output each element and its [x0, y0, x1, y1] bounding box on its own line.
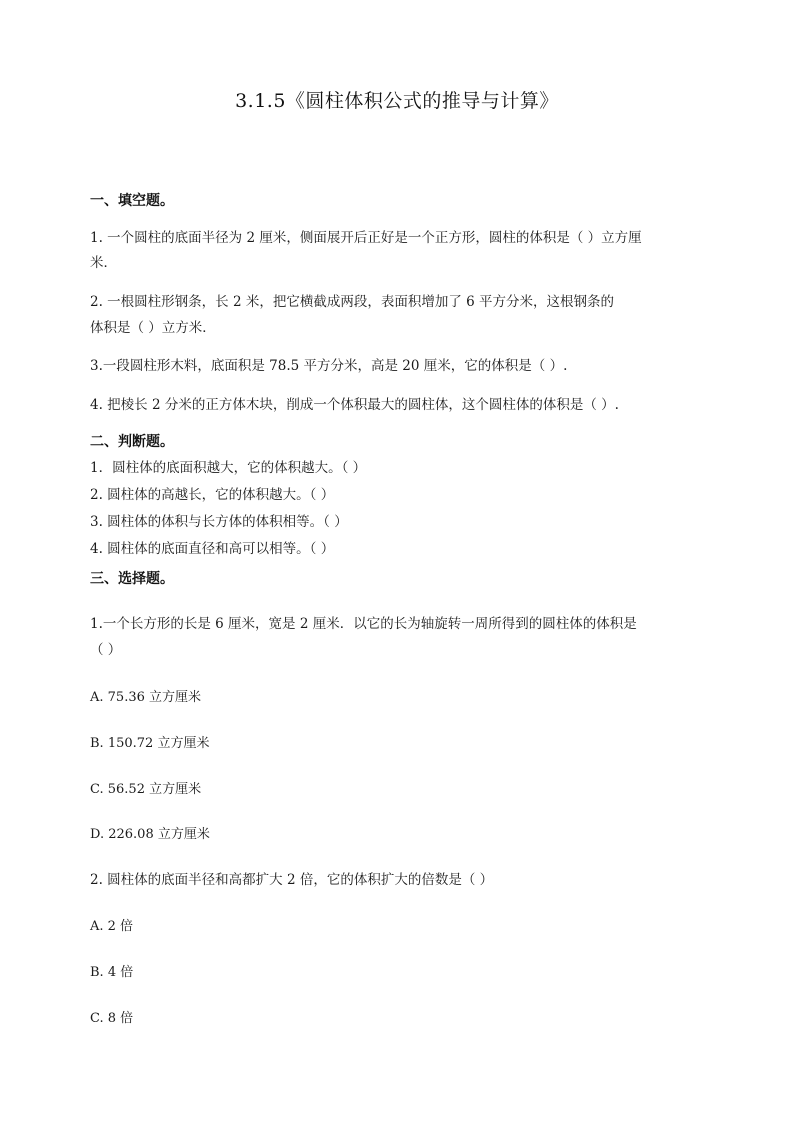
fill-blank-q3: 3.一段圆柱形木料，底面积是 78.5 平方分米，高是 20 厘米，它的体积是（ ）. — [90, 358, 568, 374]
judge-q4: 4. 圆柱体的底面直径和高可以相等。（ ） — [90, 541, 335, 557]
choice-q2-option-c: C. 8 倍 — [90, 1011, 134, 1026]
choice-q1-option-b: B. 150.72 立方厘米 — [90, 736, 210, 751]
fill-blank-q1-line1: 1. 一个圆柱的底面半径为 2 厘米，侧面展开后正好是一个正方形，圆柱的体积是（ ）立方厘 — [90, 230, 642, 246]
section-heading-choice: 三、选择题。 — [90, 571, 174, 587]
section-heading-judge: 二、判断题。 — [90, 434, 174, 450]
page-title: 3.1.5《圆柱体积公式的推导与计算》 — [235, 90, 559, 112]
choice-q2-option-a: A. 2 倍 — [90, 919, 134, 934]
judge-q2: 2. 圆柱体的高越长，它的体积越大。（ ） — [90, 487, 335, 503]
choice-q2-option-b: B. 4 倍 — [90, 965, 134, 980]
judge-q1: 1．圆柱体的底面积越大，它的体积越大。（ ） — [90, 460, 367, 476]
choice-q2: 2. 圆柱体的底面半径和高都扩大 2 倍，它的体积扩大的倍数是（ ） — [90, 872, 494, 888]
choice-q1-option-c: C. 56.52 立方厘米 — [90, 782, 202, 797]
fill-blank-q2-line2: 体积是（ ）立方米． — [90, 320, 216, 336]
fill-blank-q1-line2: 米． — [90, 255, 117, 271]
section-heading-fill-blank: 一、填空题。 — [90, 193, 174, 209]
choice-q1-line1: 1.一个长方形的长是 6 厘米，宽是 2 厘米．以它的长为轴旋转一周所得到的圆柱体的体积是 — [90, 616, 637, 632]
choice-q1-line2: （ ） — [90, 642, 122, 658]
fill-blank-q4: 4. 把棱长 2 分米的正方体木块，削成一个体积最大的圆柱体，这个圆柱体的体积是（ ）. — [90, 397, 619, 413]
choice-q1-option-d: D. 226.08 立方厘米 — [90, 827, 210, 842]
choice-q1-option-a: A. 75.36 立方厘米 — [90, 690, 202, 705]
fill-blank-q2-line1: 2. 一根圆柱形钢条，长 2 米，把它横截成两段，表面积增加了 6 平方分米，这根钢条的 — [90, 294, 615, 310]
judge-q3: 3. 圆柱体的体积与长方体的体积相等。（ ） — [90, 514, 348, 530]
